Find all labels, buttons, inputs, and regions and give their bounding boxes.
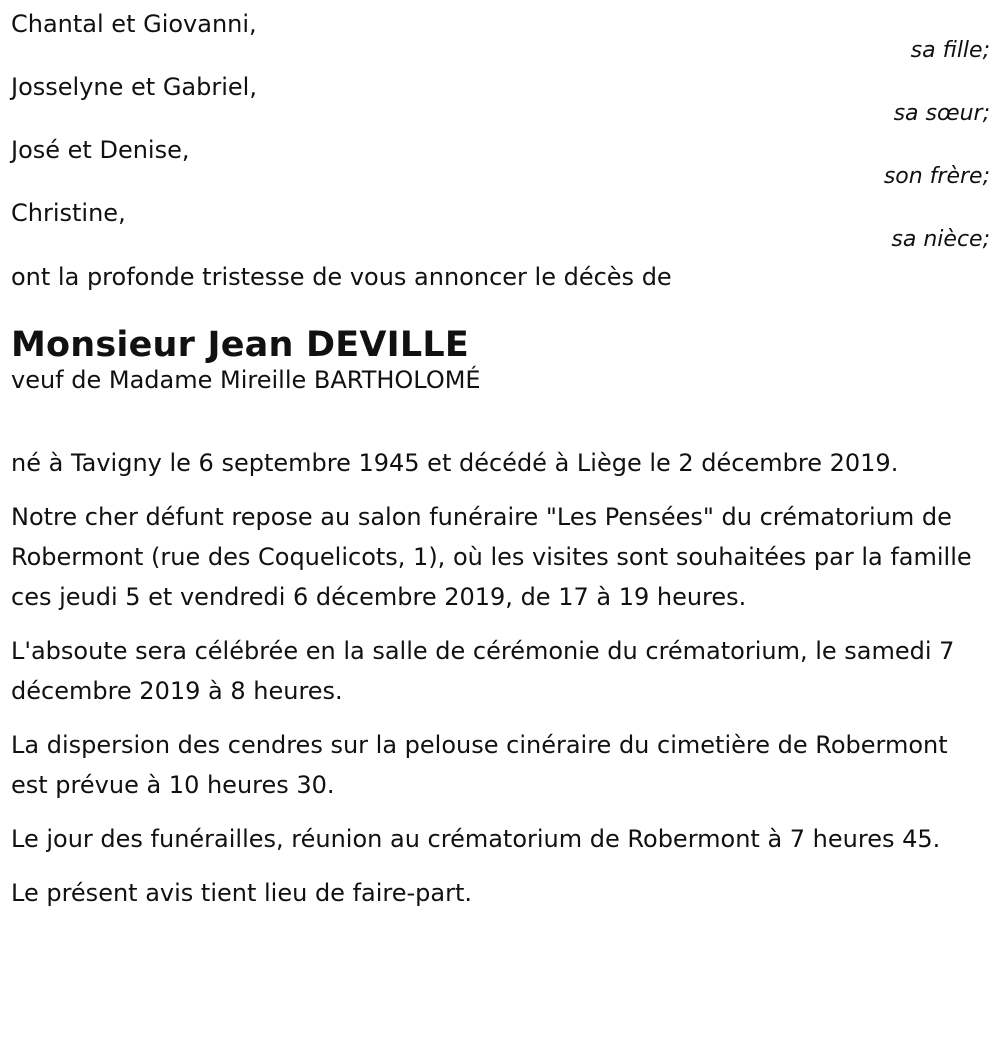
family-list xyxy=(11,10,990,262)
family-relation: sa sœur; xyxy=(893,101,990,126)
family-relation: son frère; xyxy=(883,164,990,189)
notice-statement-paragraph: Le présent avis tient lieu de faire-part. xyxy=(11,879,473,907)
family-member-name: José et Denise, xyxy=(11,136,190,164)
family-entry xyxy=(11,199,990,262)
deceased-name: Monsieur Jean DEVILLE xyxy=(11,325,469,365)
family-relation: sa nièce; xyxy=(891,227,990,252)
ceremony-paragraph: L'absoute sera célébrée en la salle de cérémonie du crématorium, le samedi 7 décembre 2019 à 8 heures. xyxy=(11,637,955,705)
family-entry xyxy=(11,10,990,73)
announcement-text: ont la profonde tristesse de vous annoncer le décès de xyxy=(11,263,672,291)
family-entry xyxy=(11,136,990,199)
funeral-meeting-paragraph: Le jour des funérailles, réunion au crématorium de Robermont à 7 heures 45. xyxy=(11,825,941,853)
family-entry xyxy=(11,73,990,136)
family-member-name: Josselyne et Gabriel, xyxy=(11,73,257,101)
birth-death-paragraph: né à Tavigny le 6 septembre 1945 et décédé à Liège le 2 décembre 2019. xyxy=(11,449,899,477)
ashes-dispersion-paragraph: La dispersion des cendres sur la pelouse cinéraire du cimetière de Robermont est prévue à 10 heures 30. xyxy=(11,731,948,799)
family-member-name: Christine, xyxy=(11,199,126,227)
family-member-name: Chantal et Giovanni, xyxy=(11,10,257,38)
family-relation: sa fille; xyxy=(910,38,990,63)
widow-of-line: veuf de Madame Mireille BARTHOLOMÉ xyxy=(11,366,481,394)
visitation-paragraph: Notre cher défunt repose au salon funéraire "Les Pensées" du crématorium de Robermont (rue des Coquelicots, 1), où les visites sont souhaitées par la famille ces jeudi 5 et vendredi 6 décembre 2019, de 17 à 19 heures. xyxy=(11,503,972,611)
